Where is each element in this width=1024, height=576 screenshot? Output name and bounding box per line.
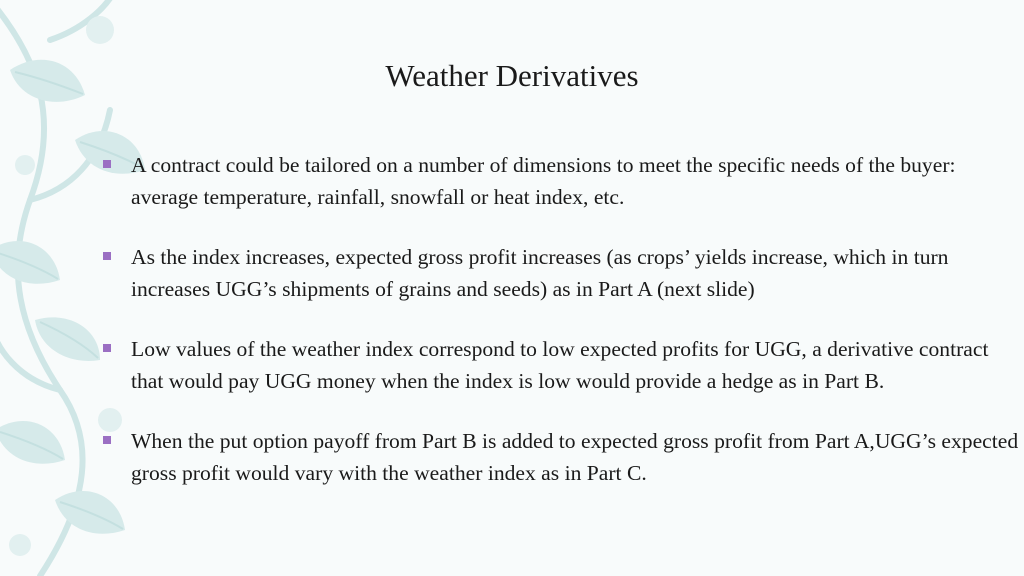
square-bullet-icon [103,344,111,352]
square-bullet-icon [103,436,111,444]
square-bullet-icon [103,160,111,168]
bullet-text: As the index increases, expected gross profit increases (as crops’ yields increase, which in turn increases UGG’s shipments of grains and seeds) as in Part A (next slide) [131,245,949,301]
bullet-item [102,150,1020,213]
bullet-list [102,150,1020,489]
bullet-item [102,242,1020,305]
square-bullet-icon [103,252,111,260]
bullet-text: A contract could be tailored on a number of dimensions to meet the specific needs of the buyer: average temperature, rainfall, snowfall or heat index, etc. [131,153,956,209]
slide-title: Weather Derivatives [385,58,639,93]
bullet-text: When the put option payoff from Part B is added to expected gross profit from Part A,UGG’s expected gross profit would vary with the weather index as in Part C. [131,429,1019,485]
bullet-item [102,426,1020,489]
bullet-item [102,334,1020,397]
bullet-text: Low values of the weather index correspond to low expected profits for UGG, a derivative contract that would pay UGG money when the index is low would provide a hedge as in Part B. [131,337,989,393]
